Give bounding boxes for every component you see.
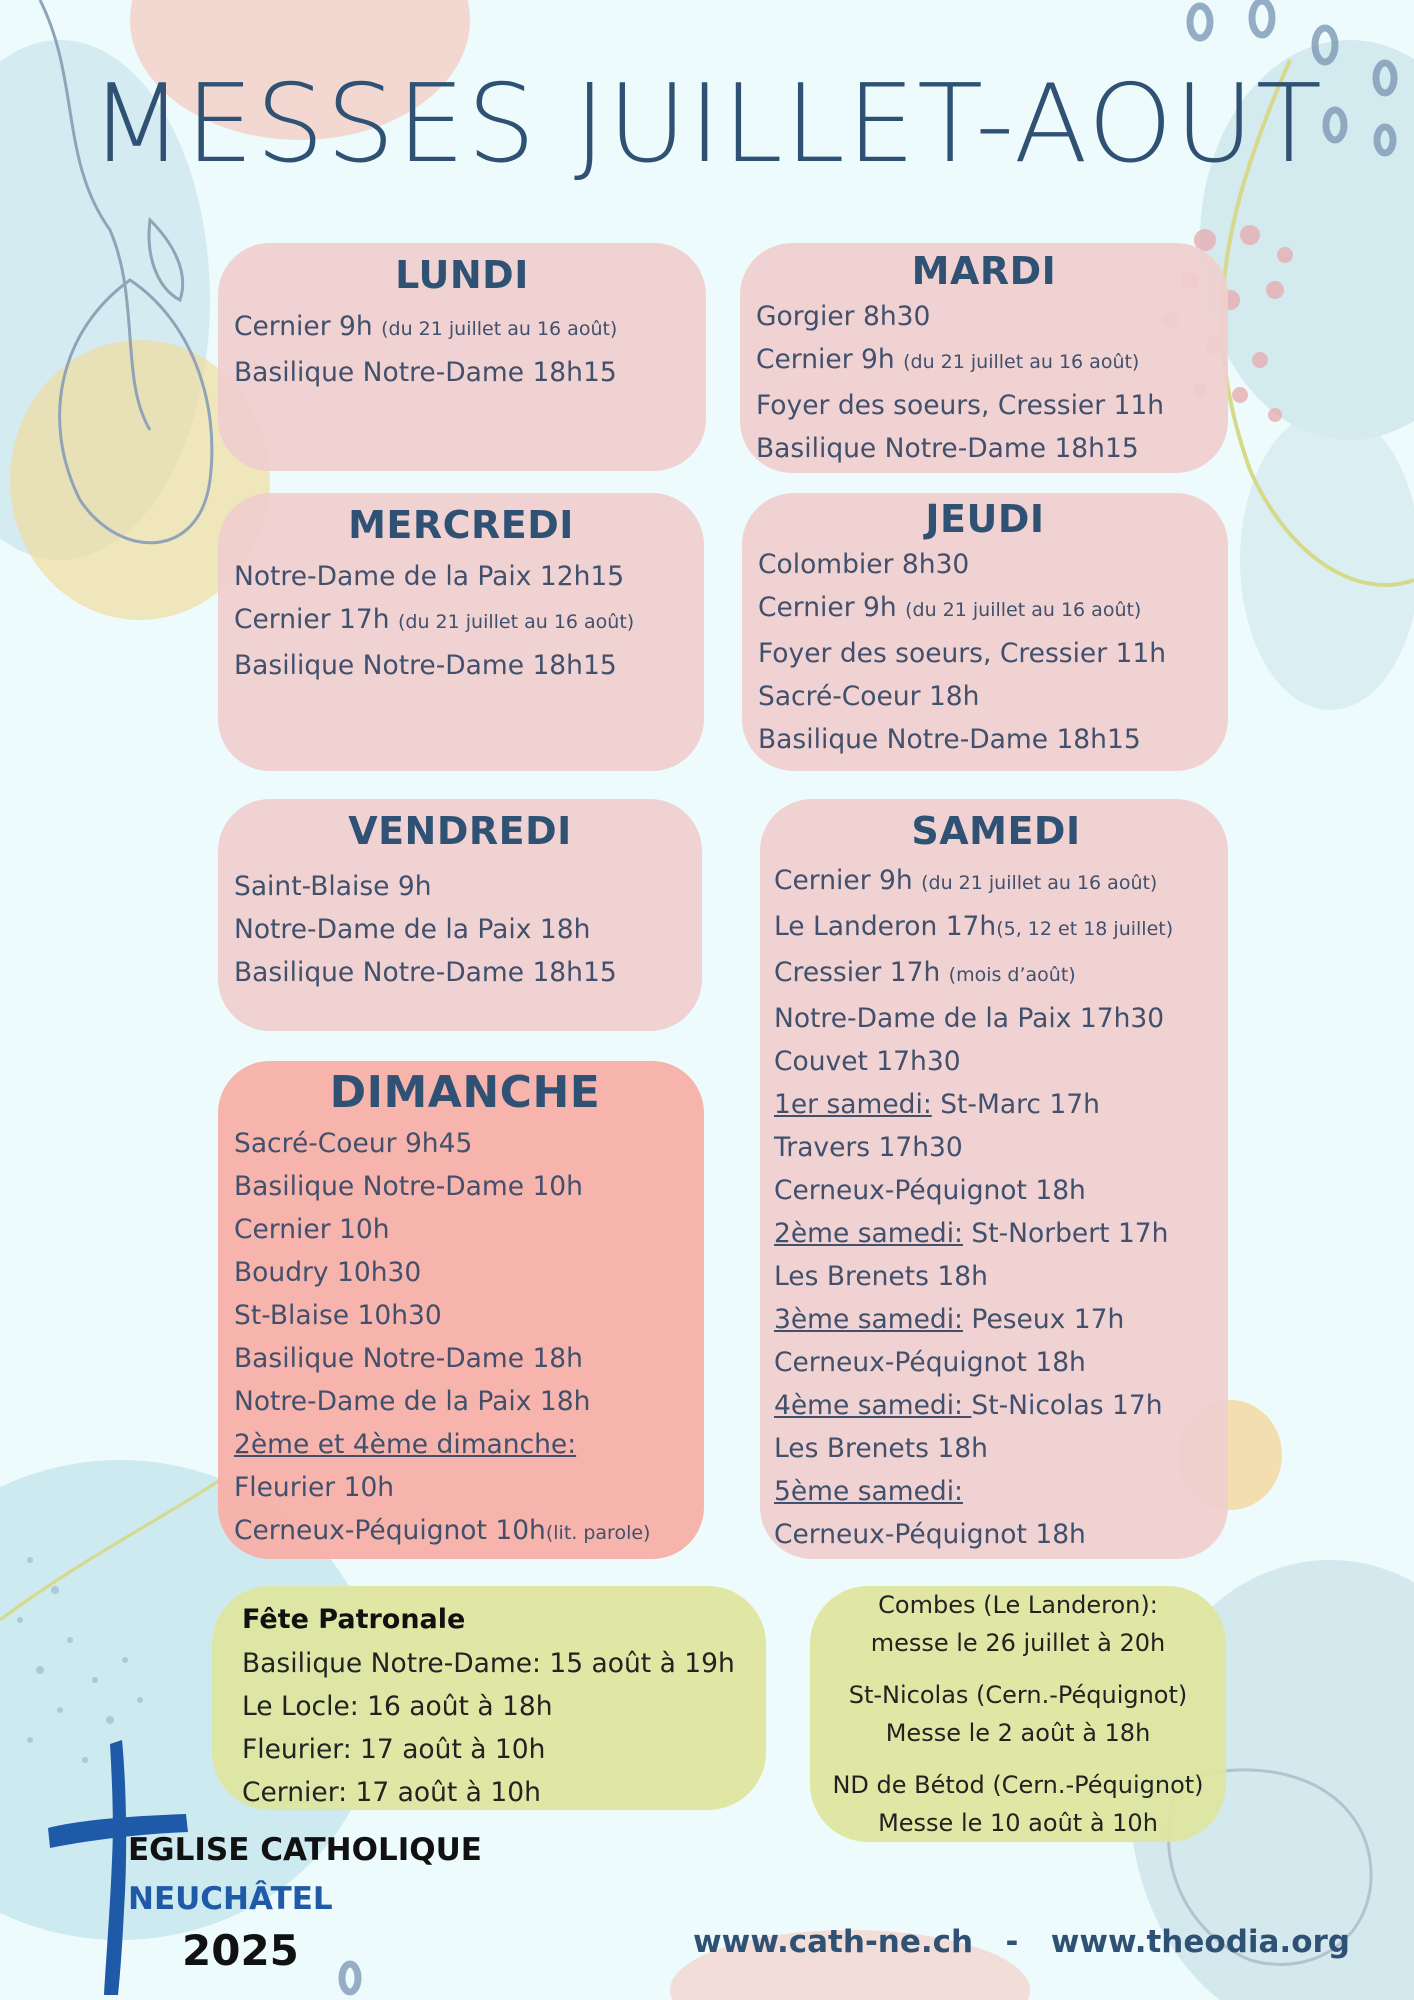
week-label: 4ème samedi:: [774, 1390, 972, 1421]
mass-line: Fleurier 10h: [234, 1472, 395, 1503]
fete-title: Fête Patronale: [242, 1604, 466, 1635]
card-mercredi: [218, 493, 704, 771]
mass-line: Saint-Blaise 9h: [234, 871, 432, 902]
fete-line: Le Locle: 16 août à 18h: [242, 1691, 553, 1722]
mass-line: Gorgier 8h30: [756, 301, 931, 332]
mass-line: Basilique Notre-Dame 18h15: [756, 433, 1139, 464]
date-note: (du 21 juillet au 16 août): [905, 599, 1142, 621]
card-mardi: [740, 243, 1228, 473]
mass-line: 4ème samedi: St-Nicolas 17h: [774, 1390, 1163, 1421]
date-note: (du 21 juillet au 16 août): [397, 611, 635, 633]
mass-line: Le Landeron 17h(5, 12 et 18 juillet): [774, 911, 1174, 942]
link-theodia[interactable]: www.theodia.org: [1050, 1924, 1350, 1960]
city-name: NEUCHÂTEL: [128, 1881, 333, 1917]
mass-line: 2ème samedi: St-Norbert 17h: [774, 1218, 1169, 1249]
card-fete-patronale: [212, 1586, 766, 1810]
mass-line: Cernier 9h (du 21 juillet au 16 août): [758, 592, 1142, 623]
church-name: EGLISE CATHOLIQUE: [128, 1832, 482, 1868]
mass-line: Basilique Notre-Dame 18h15: [758, 724, 1141, 755]
fete-line: Basilique Notre-Dame: 15 août à 19h: [242, 1648, 735, 1679]
mass-line: Boudry 10h30: [234, 1257, 422, 1288]
mass-line: Les Brenets 18h: [774, 1433, 988, 1464]
week-label: 3ème samedi:: [774, 1304, 963, 1335]
mass-line: Basilique Notre-Dame 18h15: [234, 650, 617, 681]
week-label: 5ème samedi:: [774, 1476, 963, 1507]
mass-line: Cerneux-Péquignot 18h: [774, 1175, 1086, 1206]
day-name-samedi: SAMEDI: [911, 809, 1081, 853]
mass-line: Colombier 8h30: [758, 549, 970, 580]
date-note: (mois d’août): [948, 964, 1076, 986]
special-detail: Messe le 2 août à 18h: [885, 1719, 1151, 1747]
special-place: Combes (Le Landeron):: [878, 1591, 1158, 1619]
mass-line: [774, 1470, 1218, 1513]
mass-line: Sacré-Coeur 18h: [758, 681, 980, 712]
mass-line: Cerneux-Péquignot 18h: [774, 1347, 1086, 1378]
mass-line: Cernier 9h (du 21 juillet au 16 août): [774, 865, 1158, 896]
mass-line: St-Blaise 10h30: [234, 1300, 442, 1331]
mass-line: Foyer des soeurs, Cressier 11h: [758, 638, 1167, 669]
mass-line: Cernier 9h (du 21 juillet au 16 août): [234, 311, 618, 342]
special-place: St-Nicolas (Cern.-Péquignot): [848, 1681, 1188, 1709]
mass-line: Cernier 9h (du 21 juillet au 16 août): [756, 344, 1140, 375]
day-name-dimanche: DIMANCHE: [329, 1067, 601, 1118]
date-note: (du 21 juillet au 16 août): [381, 318, 618, 340]
page-title: MESSES JUILLET-AOUT: [90, 62, 1324, 187]
mass-line: Notre-Dame de la Paix 18h: [234, 914, 591, 945]
week-label: 2ème samedi:: [774, 1218, 963, 1249]
mass-line: Cernier 10h: [234, 1214, 390, 1245]
link-separator: -: [1005, 1924, 1019, 1960]
mass-line: Cressier 17h (mois d’août): [774, 957, 1076, 988]
mass-line: Notre-Dame de la Paix 12h15: [234, 561, 625, 592]
mass-line: Basilique Notre-Dame 18h: [234, 1343, 583, 1374]
special-detail: Messe le 10 août à 10h: [878, 1809, 1158, 1837]
week-label: 2ème et 4ème dimanche:: [234, 1429, 577, 1460]
card-dimanche: [218, 1061, 704, 1559]
mass-line: [234, 1423, 696, 1466]
mass-line: Cernier 17h (du 21 juillet au 16 août): [234, 604, 635, 635]
mass-line: Cerneux-Péquignot 10h(lit. parole): [234, 1515, 651, 1546]
day-name-vendredi: VENDREDI: [348, 809, 572, 853]
mass-line: Foyer des soeurs, Cressier 11h: [756, 390, 1165, 421]
card-jeudi: [742, 493, 1228, 771]
mass-line: 1er samedi: St-Marc 17h: [774, 1089, 1100, 1120]
date-note: (5, 12 et 18 juillet): [996, 918, 1174, 940]
mass-line: Notre-Dame de la Paix 17h30: [774, 1003, 1165, 1034]
special-detail: messe le 26 juillet à 20h: [870, 1629, 1166, 1657]
link-cath-ne[interactable]: www.cath-ne.ch: [693, 1924, 974, 1960]
day-name-mercredi: MERCREDI: [348, 503, 574, 547]
card-vendredi: [218, 799, 702, 1031]
mass-line: 3ème samedi: Peseux 17h: [774, 1304, 1125, 1335]
day-name-mardi: MARDI: [911, 249, 1057, 293]
mass-line: Les Brenets 18h: [774, 1261, 988, 1292]
mass-line: Travers 17h30: [774, 1132, 963, 1163]
special-place: ND de Bétod (Cern.-Péquignot): [832, 1771, 1204, 1799]
week-label: 1er samedi:: [774, 1089, 932, 1120]
mass-line: Notre-Dame de la Paix 18h: [234, 1386, 591, 1417]
date-note: (du 21 juillet au 16 août): [903, 351, 1140, 373]
card-special-masses: [810, 1586, 1226, 1842]
mass-line: Basilique Notre-Dame 10h: [234, 1171, 583, 1202]
mass-line: Basilique Notre-Dame 18h15: [234, 957, 617, 988]
date-note: (lit. parole): [545, 1522, 651, 1544]
year: 2025: [182, 1926, 299, 1975]
footer-links: [693, 1924, 1350, 1960]
day-name-jeudi: JEUDI: [925, 497, 1045, 541]
date-note: (du 21 juillet au 16 août): [921, 872, 1158, 894]
fete-line: Cernier: 17 août à 10h: [242, 1777, 541, 1808]
mass-line: Basilique Notre-Dame 18h15: [234, 357, 617, 388]
mass-line: Couvet 17h30: [774, 1046, 961, 1077]
mass-line: Cerneux-Péquignot 18h: [774, 1519, 1086, 1550]
mass-line: Sacré-Coeur 9h45: [234, 1128, 473, 1159]
card-lundi: [218, 243, 706, 471]
day-name-lundi: LUNDI: [395, 253, 529, 297]
card-samedi: [760, 799, 1228, 1559]
fete-line: Fleurier: 17 août à 10h: [242, 1734, 546, 1765]
